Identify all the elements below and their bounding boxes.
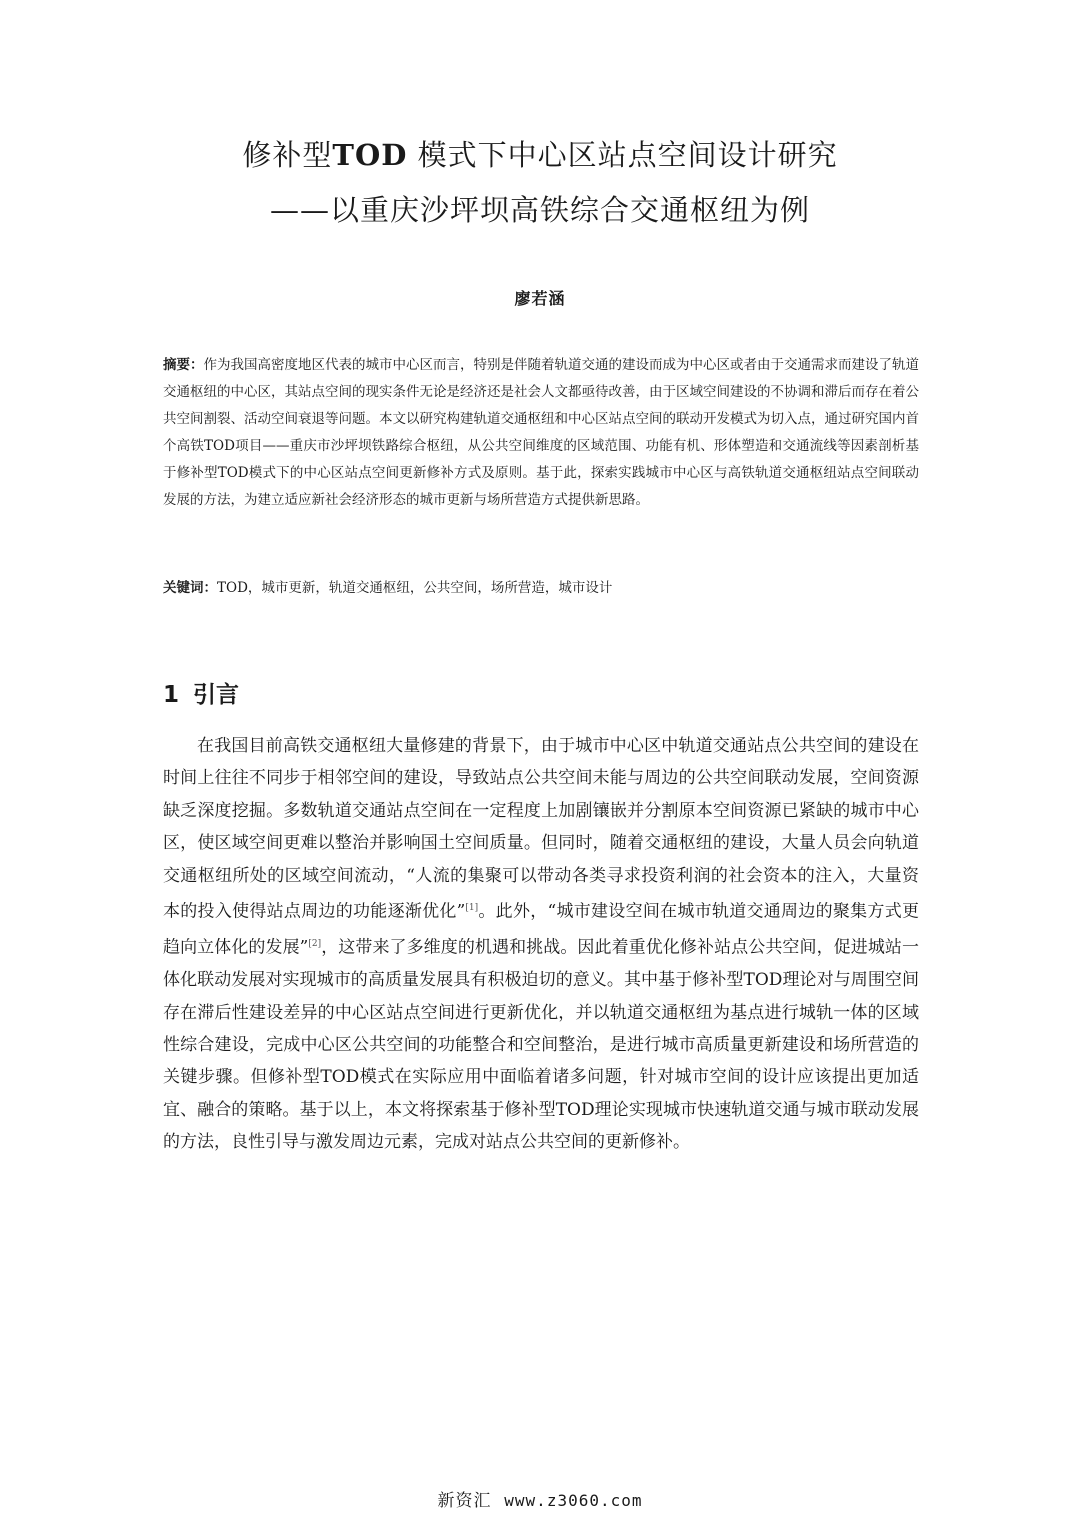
abstract — [163, 352, 919, 514]
abstract-label: 摘要： — [163, 357, 204, 373]
keywords-text: TOD，城市更新，轨道交通枢纽，公共空间，场所营造，城市设计 — [217, 580, 613, 596]
citation-ref-1[interactable]: [1] — [465, 903, 479, 914]
citation-ref-2[interactable]: [2] — [308, 939, 322, 950]
section-number: 1 — [163, 682, 180, 708]
footer-site-name: 新资汇 — [437, 1491, 492, 1511]
section-paragraph: 在我国目前高铁交通枢纽大量修建的背景下，由于城市中心区中轨道交通站点公共空间的建设在时间上往往不同步于相邻空间的建设，导致站点公共空间未能与周边的公共空间联动发展，空间资源缺乏深度挖掘。多数轨道交通站点空间在一定程度上加剧镶嵌并分割原本空间资源已紧缺的城市中心区，使区域空间更难以整治并影响国土空间质量。但同时，随着交通枢纽的建设，大量人员会向轨道交通枢纽所处的区域空间流动，“人流的集聚可以带动各类寻求投资利润的社会资本的注入，大量资本的投入使得站点周边的功能逐渐优化”[1]。此外，“城市建设空间在城市轨道交通周边的聚集方式更趋向立体化的发展”[2]，这带来了多维度的机遇和挑战。因此着重优化修补站点公共空间，促进城站一体化联动发展对实现城市的高质量发展具有积极迫切的意义。其中基于修补型TOD理论对与周围空间存在滞后性建设差异的中心区站点空间进行更新优化，并以轨道交通枢纽为基点进行城轨一体的区域性综合建设，完成中心区公共空间的功能整合和空间整治，是进行城市高质量更新建设和场所营造的关键步骤。但修补型TOD模式在实际应用中面临着诸多问题，针对城市空间的设计应该提出更加适宜、融合的策略。基于以上，本文将探索基于修补型TOD理论实现城市快速轨道交通与城市联动发展的方法，良性引导与激发周边元素，完成对站点公共空间的更新修补。 — [163, 736, 919, 1153]
title-line-2: ——以重庆沙坪坝高铁综合交通枢纽为例 — [269, 193, 810, 227]
section-title: 引言 — [193, 682, 240, 708]
keywords-label: 关键词： — [163, 580, 217, 596]
footer-url[interactable]: www.z3060.com — [504, 1491, 643, 1510]
section-heading — [163, 676, 239, 709]
abstract-text: 作为我国高密度地区代表的城市中心区而言，特别是伴随着轨道交通的建设而成为中心区或者由于交通需求而建设了轨道交通枢纽的中心区，其站点空间的现实条件无论是经济还是社会人文都亟待改善，由于区域空间建设的不协调和滞后而存在着公共空间割裂、活动空间衰退等问题。本文以研究构建轨道交通枢纽和中心区站点空间的联动开发模式为切入点，通过研究国内首个高铁TOD项目——重庆市沙坪坝铁路综合枢纽，从公共空间维度的区域范围、功能有机、形体塑造和交通流线等因素剖析基于修补型TOD模式下的中心区站点空间更新修补方式及原则。基于此，探索实践城市中心区与高铁轨道交通枢纽站点空间联动发展的方法，为建立适应新社会经济形态的城市更新与场所营造方式提供新思路。 — [163, 357, 919, 508]
page-footer — [0, 1486, 1080, 1511]
title-line-1: 修补型TOD 模式下中心区站点空间设计研究 — [242, 138, 838, 172]
keywords — [163, 575, 919, 602]
author-name: 廖若涵 — [514, 289, 566, 308]
